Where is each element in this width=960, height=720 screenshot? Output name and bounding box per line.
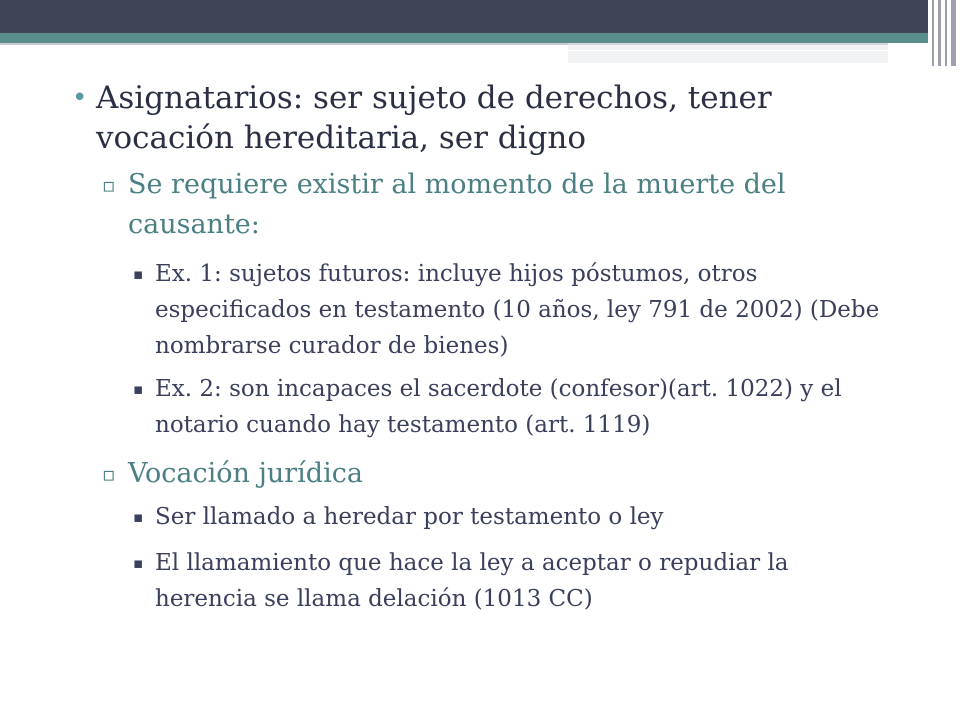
sub-sub-bullet-icon: ▪ <box>133 265 144 283</box>
sub-sub-bullet-icon: ▪ <box>133 380 144 398</box>
sub-bullet-icon: ▫ <box>102 462 116 486</box>
sub-sub-bullet-icon: ▪ <box>133 508 144 526</box>
sub-sub-bullet-text: Ex. 1: sujetos futuros: incluye hijos póstumos, otros especificados en testamento (10 años, ley 791 de 2002) (Debe nombrarse curador de bienes) <box>155 261 880 359</box>
sub-bullet-icon: ▫ <box>102 173 116 197</box>
sub-sub-bullet-icon: ▪ <box>133 554 144 572</box>
sub-bullet-text: Se requiere existir al momento de la muerte del causante: <box>128 169 786 240</box>
bullet-text: Asignatarios: ser sujeto de derechos, tener vocación hereditaria, ser digno <box>96 80 772 156</box>
sub-bullet-text: Vocación jurídica <box>128 458 363 489</box>
sub-sub-bullet-text: El llamamiento que hace la ley a aceptar o repudiar la herencia se llama delación (1013 CC) <box>155 550 789 612</box>
sub-sub-bullet-text: Ser llamado a heredar por testamento o ley <box>155 504 664 530</box>
sub-sub-bullet-text: Ex. 2: son incapaces el sacerdote (confesor)(art. 1022) y el notario cuando hay testamento (art. 1119) <box>155 376 842 438</box>
bullet-dot-icon: • <box>72 83 88 113</box>
